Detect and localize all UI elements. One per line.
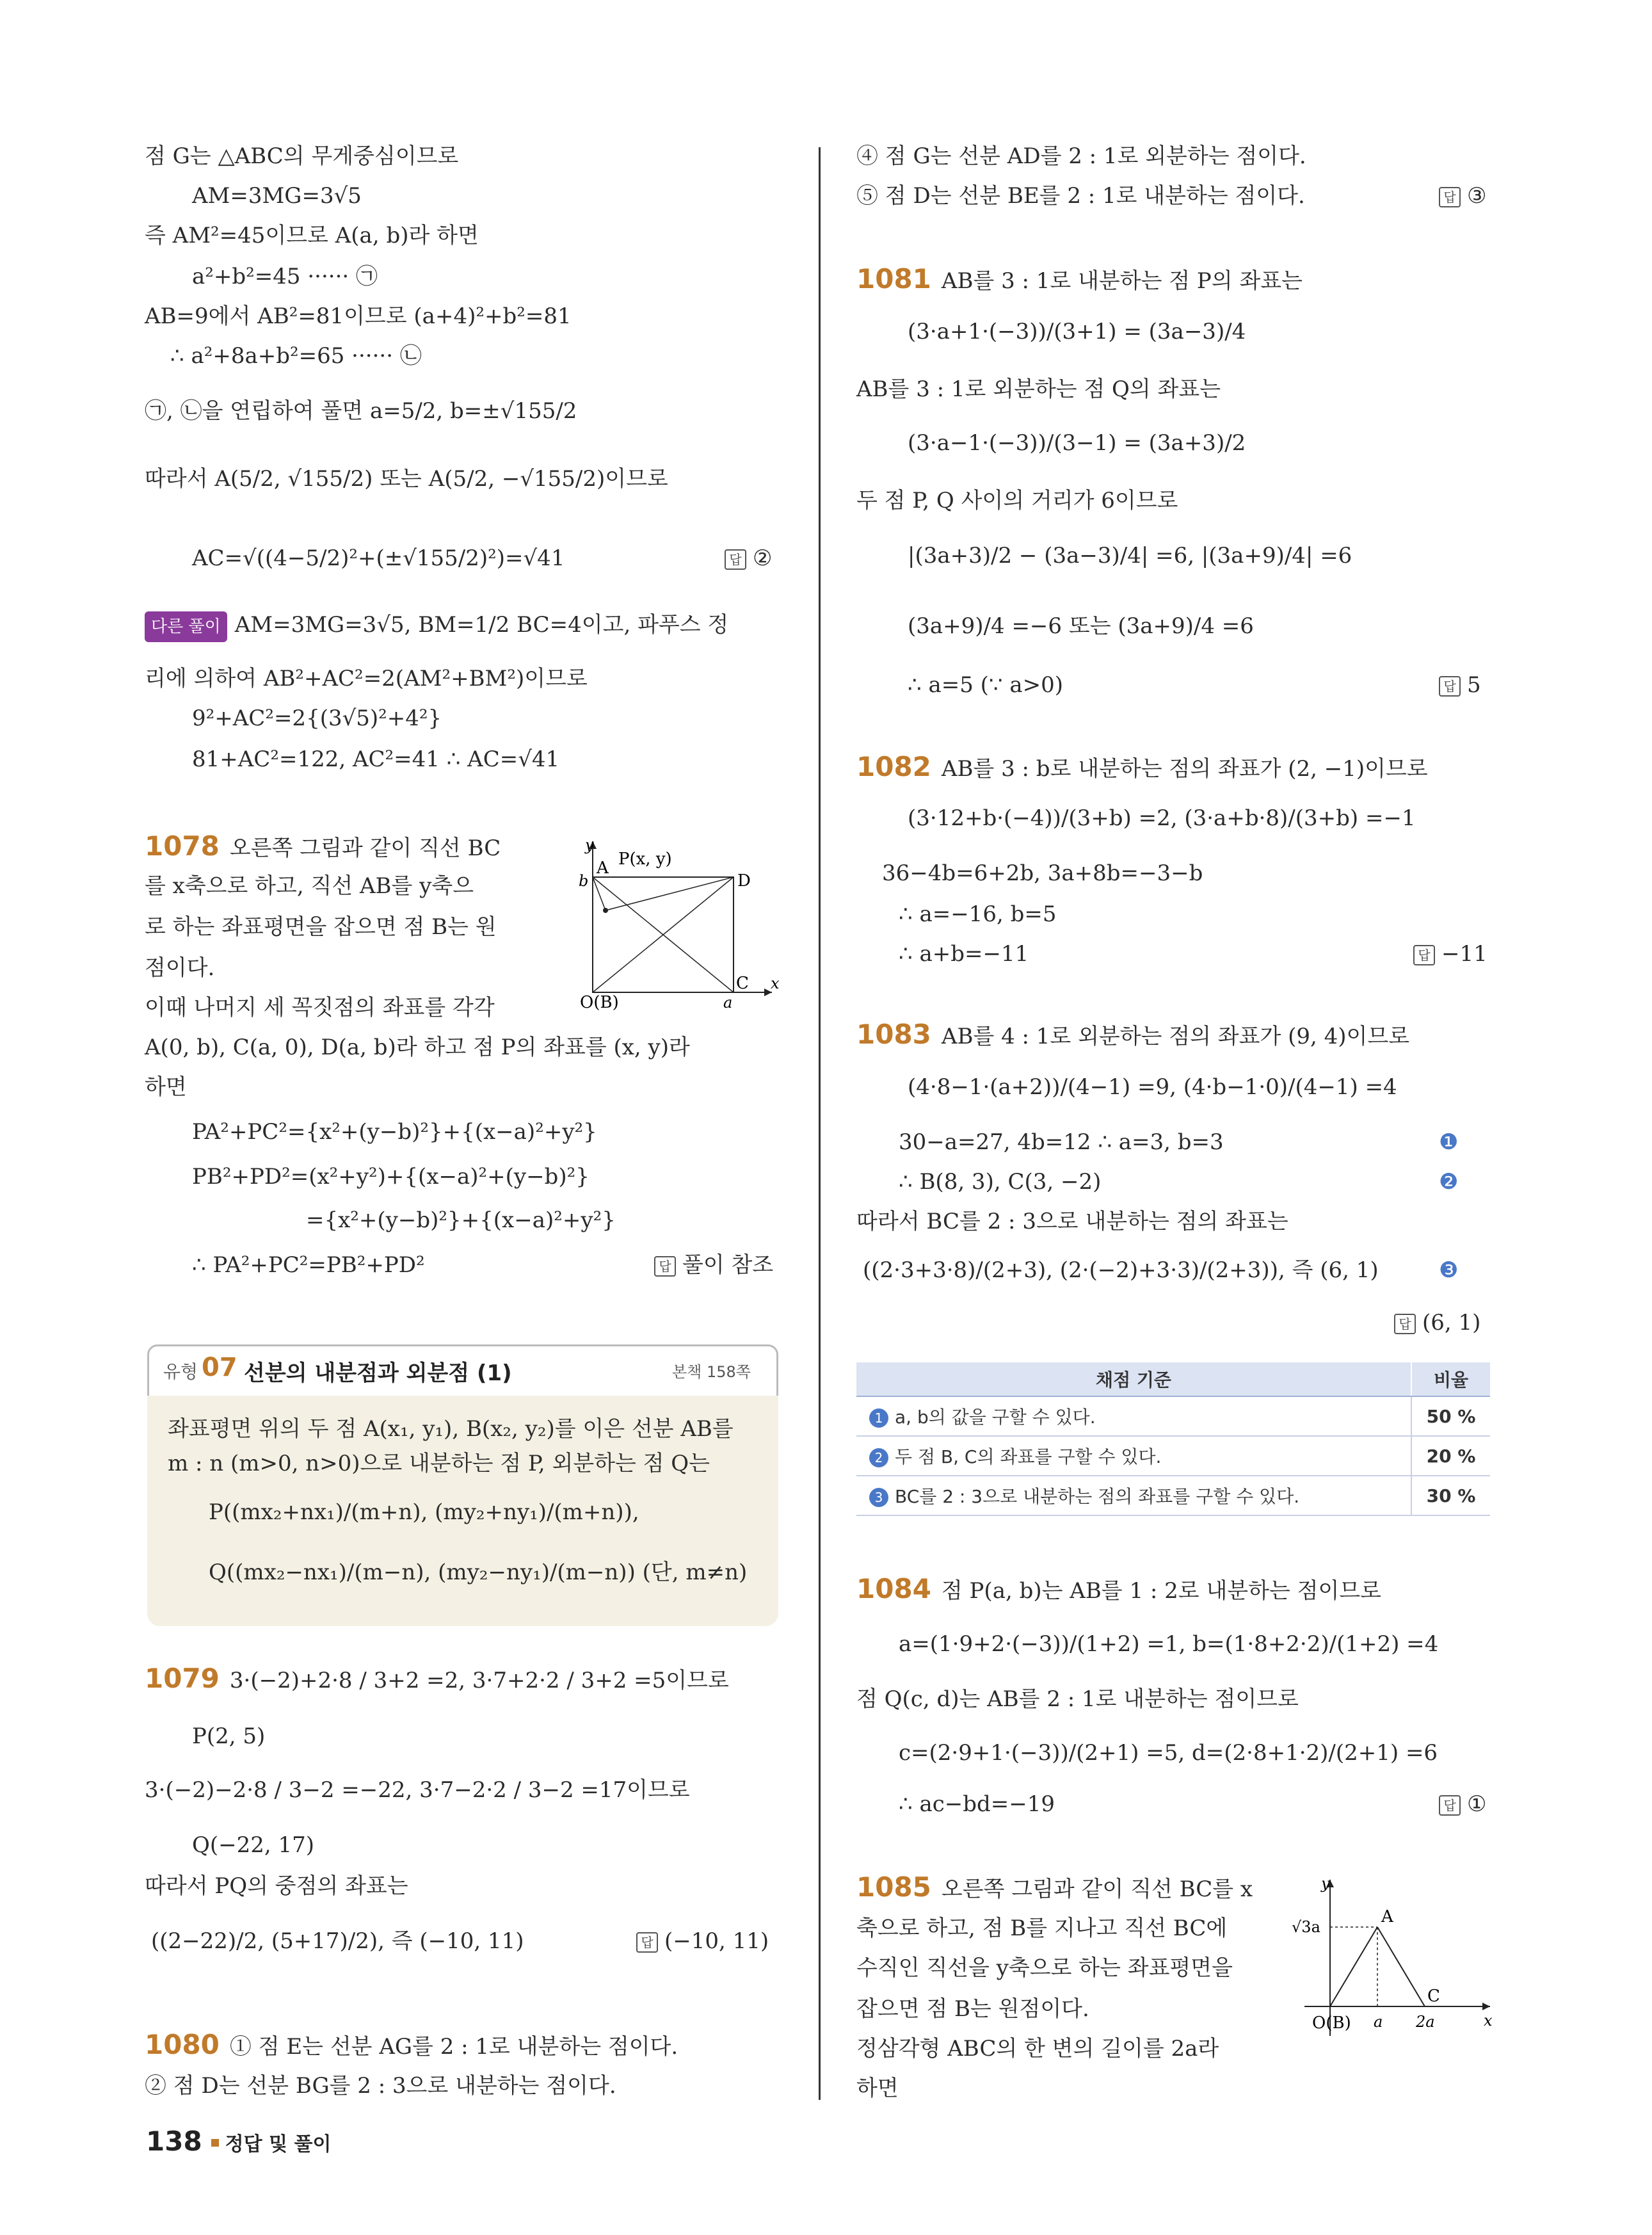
text-line: ∴ a=−16, b=5: [899, 901, 1057, 927]
problem-number: 1080: [145, 2029, 220, 2060]
text-line: c=(2·9+1·(−3))/(2+1) =5, d=(2·8+1·2)/(2+1) =6: [899, 1740, 1438, 1766]
step-2-marker: ❷: [1439, 1169, 1459, 1195]
fig-label-x: x: [1484, 2012, 1493, 2029]
text-line: AM=3MG=3√5: [192, 183, 362, 209]
answer-icon: 답: [1439, 187, 1461, 207]
problem-number: 1084: [856, 1573, 931, 1604]
problem-number: 1082: [856, 751, 931, 782]
text-line: ④ 점 G는 선분 AD를 2 : 1로 외분하는 점이다.: [856, 143, 1306, 169]
text-line: AC=√((4−5/2)²+(±√155/2)²)=√41: [192, 545, 565, 571]
type-title: 선분의 내분점과 외분점 (1): [244, 1360, 512, 1386]
score-desc: 1 a, b의 값을 구할 수 있다.: [856, 1396, 1411, 1436]
fig-label-y: y: [1321, 1875, 1330, 1892]
problem-number: 1083: [856, 1019, 931, 1050]
step-1-marker: ❶: [1439, 1129, 1459, 1155]
text-line: 수직인 직선을 y축으로 하는 좌표평면을: [856, 1955, 1233, 1981]
type-box-body: [147, 1396, 778, 1626]
text-line: (3·a−1·(−3))/(3−1) = (3a+3)/2: [908, 430, 1246, 456]
problem-1084: 1084 점 P(a, b)는 AB를 1 : 2로 내분하는 점이므로: [856, 1573, 1382, 1604]
answer-1084: 답 ①: [1439, 1790, 1486, 1818]
score-desc: 2 두 점 B, C의 좌표를 구할 수 있다.: [856, 1436, 1411, 1476]
problem-number: 1081: [856, 263, 931, 295]
problem-1078: 1078 오른쪽 그림과 같이 직선 BC: [145, 830, 501, 862]
problem-1081: 1081 AB를 3 : 1로 내분하는 점 P의 좌표는: [856, 263, 1303, 295]
score-pct: 50 %: [1411, 1396, 1490, 1436]
type-number: 07: [202, 1353, 237, 1382]
text-line: 따라서 A(5/2, √155/2) 또는 A(5/2, −√155/2)이므로: [145, 466, 668, 492]
answer-icon: 답: [1439, 1795, 1461, 1816]
text-line: ((2−22)/2, (5+17)/2), 즉 (−10, 11): [151, 1928, 524, 1954]
fig-label-o: O(B): [580, 993, 619, 1012]
page-number: 138: [146, 2126, 202, 2157]
text-line: AB=9에서 AB²=81이므로 (a+4)²+b²=81: [145, 303, 572, 329]
text-line: 리에 의하여 AB²+AC²=2(AM²+BM²)이므로: [145, 666, 588, 691]
text-line: 81+AC²=122, AC²=41 ∴ AC=√41: [192, 746, 560, 772]
text-line: 점 Q(c, d)는 AB를 2 : 1로 내분하는 점이므로: [856, 1686, 1299, 1712]
text-line: m : n (m>0, n>0)으로 내분하는 점 P, 외분하는 점 Q는: [168, 1451, 710, 1476]
answer-1082: 답 −11: [1413, 940, 1488, 968]
answer-1081: 답 5: [1439, 671, 1481, 699]
text-line: ② 점 D는 선분 BG를 2 : 3으로 내분하는 점이다.: [145, 2073, 616, 2099]
table-row: [856, 1436, 1490, 1476]
fig-label-y: y: [585, 836, 594, 854]
text-line: 점 G는 △ABC의 무게중심이므로: [145, 143, 459, 169]
figure-1085: [1292, 1869, 1496, 2049]
step-3-marker: ❸: [1439, 1257, 1459, 1283]
type-reference: 본책 158쪽: [672, 1363, 751, 1381]
text-line: ={x²+(y−b)²}+{(x−a)²+y²}: [306, 1207, 616, 1233]
text-line: ∴ a²+8a+b²=65 ······ ㉡: [170, 343, 422, 369]
score-table: [856, 1362, 1490, 1516]
text-line: ∴ B(8, 3), C(3, −2): [899, 1169, 1102, 1195]
text-line: 축으로 하고, 점 B를 지나고 직선 BC에: [856, 1916, 1228, 1941]
text-line: 잡으면 점 B는 원점이다.: [856, 1996, 1089, 2022]
text-line: (3·12+b·(−4))/(3+b) =2, (3·a+b·8)/(3+b) =−1: [908, 805, 1416, 831]
text-line: 3·(−2)−2·8 / 3−2 =−22, 3·7−2·2 / 3−2 =17이므로: [145, 1777, 690, 1803]
step-badge: 2: [869, 1448, 888, 1467]
text-line: |(3a+3)/2 − (3a−3)/4| =6, |(3a+9)/4| =6: [908, 543, 1352, 569]
figure-1078: [567, 832, 780, 1012]
fig-label-x: x: [771, 974, 780, 992]
text-line: 즉 AM²=45이므로 A(a, b)라 하면: [145, 223, 479, 248]
fig-label-sqrt3a: √3a: [1292, 1918, 1320, 1936]
text-line: Q(−22, 17): [192, 1832, 315, 1858]
text-line: P((mx₂+nx₁)/(m+n), (my₂+ny₁)/(m+n)),: [209, 1499, 639, 1525]
text-line: 하면: [145, 1074, 187, 1100]
problem-number: 1085: [856, 1871, 931, 1903]
text-line: 를 x축으로 하고, 직선 AB를 y축으: [145, 873, 474, 899]
page-footer: [146, 2126, 331, 2157]
text-line: 정삼각형 ABC의 한 변의 길이를 2a라: [856, 2036, 1219, 2062]
fig-label-b: b: [579, 872, 589, 890]
fig-label-a-axis: a: [723, 994, 733, 1012]
fig-label-c: C: [1427, 1987, 1440, 2006]
text-line: a=(1·9+2·(−3))/(1+2) =1, b=(1·8+2·2)/(1+2) =4: [899, 1631, 1439, 1657]
problem-1082: 1082 AB를 3 : b로 내분하는 점의 좌표가 (2, −1)이므로: [856, 751, 1428, 782]
score-pct: 30 %: [1411, 1476, 1490, 1515]
answer-icon: 답: [1439, 676, 1461, 697]
problem-number: 1079: [145, 1663, 220, 1694]
answer-icon: 답: [725, 549, 746, 570]
table-row: [856, 1396, 1490, 1436]
fig-label-a: A: [1381, 1907, 1393, 1926]
problem-number: 1078: [145, 830, 220, 862]
text-line: (3a+9)/4 =−6 또는 (3a+9)/4 =6: [908, 613, 1254, 639]
score-desc: 3 BC를 2 : 3으로 내분하는 점의 좌표를 구할 수 있다.: [856, 1476, 1411, 1515]
text-line: ∴ a=5 (∵ a>0): [908, 672, 1063, 698]
text-line: 두 점 P, Q 사이의 거리가 6이므로: [856, 488, 1178, 513]
text-line: ((2·3+3·8)/(2+3), (2·(−2)+3·3)/(2+3)), 즉 (6, 1): [863, 1257, 1379, 1283]
text-line: 따라서 BC를 2 : 3으로 내분하는 점의 좌표는: [856, 1209, 1288, 1234]
text-line: 9²+AC²=2{(3√5)²+4²}: [192, 706, 442, 731]
text-line: 30−a=27, 4b=12 ∴ a=3, b=3: [899, 1129, 1224, 1155]
text-line: ∴ ac−bd=−19: [899, 1791, 1055, 1817]
answer-icon: 답: [1394, 1314, 1416, 1334]
answer-1077: 답 ②: [725, 544, 772, 572]
column-divider: [819, 147, 821, 2100]
score-header-ratio: 비율: [1411, 1362, 1490, 1396]
score-header-criteria: 채점 기준: [856, 1362, 1411, 1396]
type-label: 유형: [163, 1361, 198, 1382]
text-line: ㉠, ㉡을 연립하여 풀면 a=5/2, b=±√155/2: [145, 398, 577, 424]
text-line: a²+b²=45 ······ ㉠: [192, 264, 378, 289]
fig-label-p: P(x, y): [618, 850, 672, 869]
text-line: PB²+PD²=(x²+y²)+{(x−a)²+(y−b)²}: [192, 1164, 589, 1190]
footer-square-icon: [211, 2139, 219, 2147]
fig-label-c: C: [736, 974, 749, 993]
fig-label-d: D: [737, 871, 751, 891]
type-box-header: [147, 1344, 778, 1400]
footer-label: 정답 및 풀이: [225, 2133, 332, 2156]
text-line: P(2, 5): [192, 1723, 266, 1749]
text-line: 따라서 PQ의 중점의 좌표는: [145, 1873, 408, 1899]
text-line: 로 하는 좌표평면을 잡으면 점 B는 원: [145, 914, 497, 940]
table-row: [856, 1476, 1490, 1515]
text-line: 이때 나머지 세 꼭짓점의 좌표를 각각: [145, 995, 495, 1021]
text-line: 점이다.: [145, 955, 215, 981]
fig-label-a: A: [597, 859, 609, 878]
step-badge: 3: [869, 1488, 888, 1507]
problem-1085: 1085 오른쪽 그림과 같이 직선 BC를 x: [856, 1871, 1253, 1903]
problem-1083: 1083 AB를 4 : 1로 외분하는 점의 좌표가 (9, 4)이므로: [856, 1019, 1410, 1050]
text-line: 다른 풀이 AM=3MG=3√5, BM=1/2 BC=4이고, 파푸스 정: [145, 611, 728, 642]
text-line: ∴ PA²+PC²=PB²+PD²: [192, 1252, 425, 1278]
score-pct: 20 %: [1411, 1436, 1490, 1476]
text-line: (4·8−1·(a+2))/(4−1) =9, (4·b−1·0)/(4−1) =4: [908, 1074, 1397, 1100]
text-line: PA²+PC²={x²+(y−b)²}+{(x−a)²+y²}: [192, 1119, 597, 1145]
answer-1080: 답 ③: [1439, 182, 1486, 210]
text-line: AB를 3 : 1로 외분하는 점 Q의 좌표는: [856, 376, 1221, 402]
fig-label-a-axis: a: [1374, 2013, 1383, 2031]
step-badge: 1: [869, 1408, 888, 1428]
text-line: 하면: [856, 2076, 899, 2101]
text-line: Q((mx₂−nx₁)/(m−n), (my₂−ny₁)/(m−n)) (단, m≠n): [209, 1560, 748, 1585]
text-line: ∴ a+b=−11: [899, 941, 1029, 967]
text-line: 좌표평면 위의 두 점 A(x₁, y₁), B(x₂, y₂)를 이은 선분 AB를: [168, 1416, 734, 1442]
text-line: ⑤ 점 D는 선분 BE를 2 : 1로 내분하는 점이다.: [856, 183, 1305, 209]
answer-1078: 답 풀이 참조: [654, 1251, 773, 1279]
fig-label-o: O(B): [1312, 2013, 1351, 2033]
score-table-header: [856, 1362, 1490, 1396]
answer-1083: 답 (6, 1): [1394, 1309, 1480, 1337]
problem-1079: 1079 3·(−2)+2·8 / 3+2 =2, 3·7+2·2 / 3+2 =5이므로: [145, 1663, 729, 1694]
problem-1080: 1080 ① 점 E는 선분 AG를 2 : 1로 내분하는 점이다.: [145, 2029, 678, 2060]
text-line: 36−4b=6+2b, 3a+8b=−3−b: [882, 860, 1203, 886]
answer-icon: 답: [654, 1256, 676, 1277]
answer-icon: 답: [1413, 945, 1435, 965]
answer-1079: 답 (−10, 11): [636, 1927, 769, 1955]
text-line: A(0, b), C(a, 0), D(a, b)라 하고 점 P의 좌표를 (x, y)라: [145, 1035, 690, 1060]
answer-icon: 답: [636, 1932, 658, 1953]
fig-label-2a-axis: 2a: [1416, 2013, 1435, 2031]
other-solution-tag: 다른 풀이: [145, 611, 227, 642]
text-line: (3·a+1·(−3))/(3+1) = (3a−3)/4: [908, 319, 1246, 344]
